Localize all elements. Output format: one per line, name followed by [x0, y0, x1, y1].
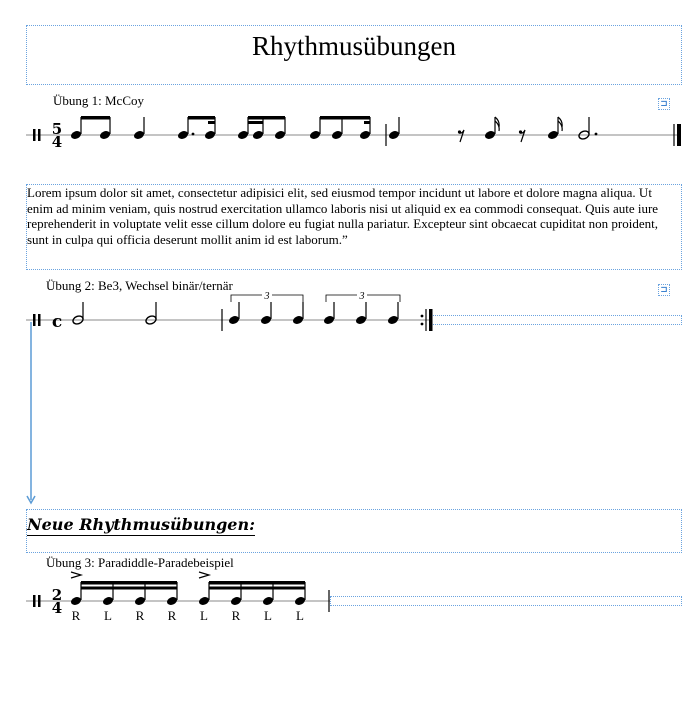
staff-3 [26, 572, 330, 623]
staff-2 [26, 291, 433, 332]
percussion-clef-icon [33, 129, 36, 141]
staff-1 [26, 116, 681, 151]
tuplet-number: 3 [264, 291, 270, 302]
sticking-label: R [167, 608, 177, 623]
exercise-3-label: Übung 3: Paradiddle-Paradebeispiel [46, 555, 234, 570]
exercise-2-label: Übung 2: Be3, Wechsel binär/ternär [46, 278, 233, 293]
accent-icon [199, 572, 209, 578]
sticking-label: L [104, 608, 112, 623]
accent-icon [71, 572, 81, 578]
sticking-label: L [264, 608, 272, 623]
final-barline [677, 124, 681, 146]
time-sig-top: 2 [51, 586, 63, 604]
time-sig-bottom: 4 [51, 599, 63, 617]
section-heading-text: Neue Rhythmusübungen: [27, 515, 255, 534]
sticking-label: R [135, 608, 145, 623]
sticking-label: L [296, 608, 304, 623]
rest-icon [458, 130, 464, 142]
frame-icon[interactable]: ⊐ [658, 98, 670, 110]
time-sig-top: 5 [51, 120, 63, 138]
percussion-clef-icon [33, 595, 36, 607]
repeat-sign-icon [421, 315, 424, 318]
time-sig-bottom: 4 [51, 133, 63, 151]
frame-icon[interactable]: ⊐ [658, 284, 670, 296]
tuplet-number: 3 [359, 291, 365, 302]
common-time-icon: c [51, 312, 63, 332]
exercise-1-label: Übung 1: McCoy [53, 93, 144, 108]
sticking-label: R [231, 608, 241, 623]
sticking-label: R [71, 608, 81, 623]
lorem-text-frame: Lorem ipsum dolor sit amet, consectetur adipisici elit, sed eiusmod tempor incidunt ut labore et dolore magna aliqua. Ut enim ad minim veniam, quis nostrud exercitation ullamco laboris nisi ut aliquid ex ea commodi consequat. Quis aute iure reprehenderit in voluptate velit esse cillum dolore eu fugiat nulla pariatur. Excepteur sint obcaecat cupiditat non proident, sunt in culpa qui officia deserunt mollit anim id est laborum.” [26, 184, 682, 270]
sticking-label: L [200, 608, 208, 623]
flow-arrow [27, 322, 35, 503]
page-title: Rhythmusübungen [26, 25, 682, 85]
rest-icon [519, 130, 525, 142]
percussion-clef-icon [33, 314, 36, 326]
